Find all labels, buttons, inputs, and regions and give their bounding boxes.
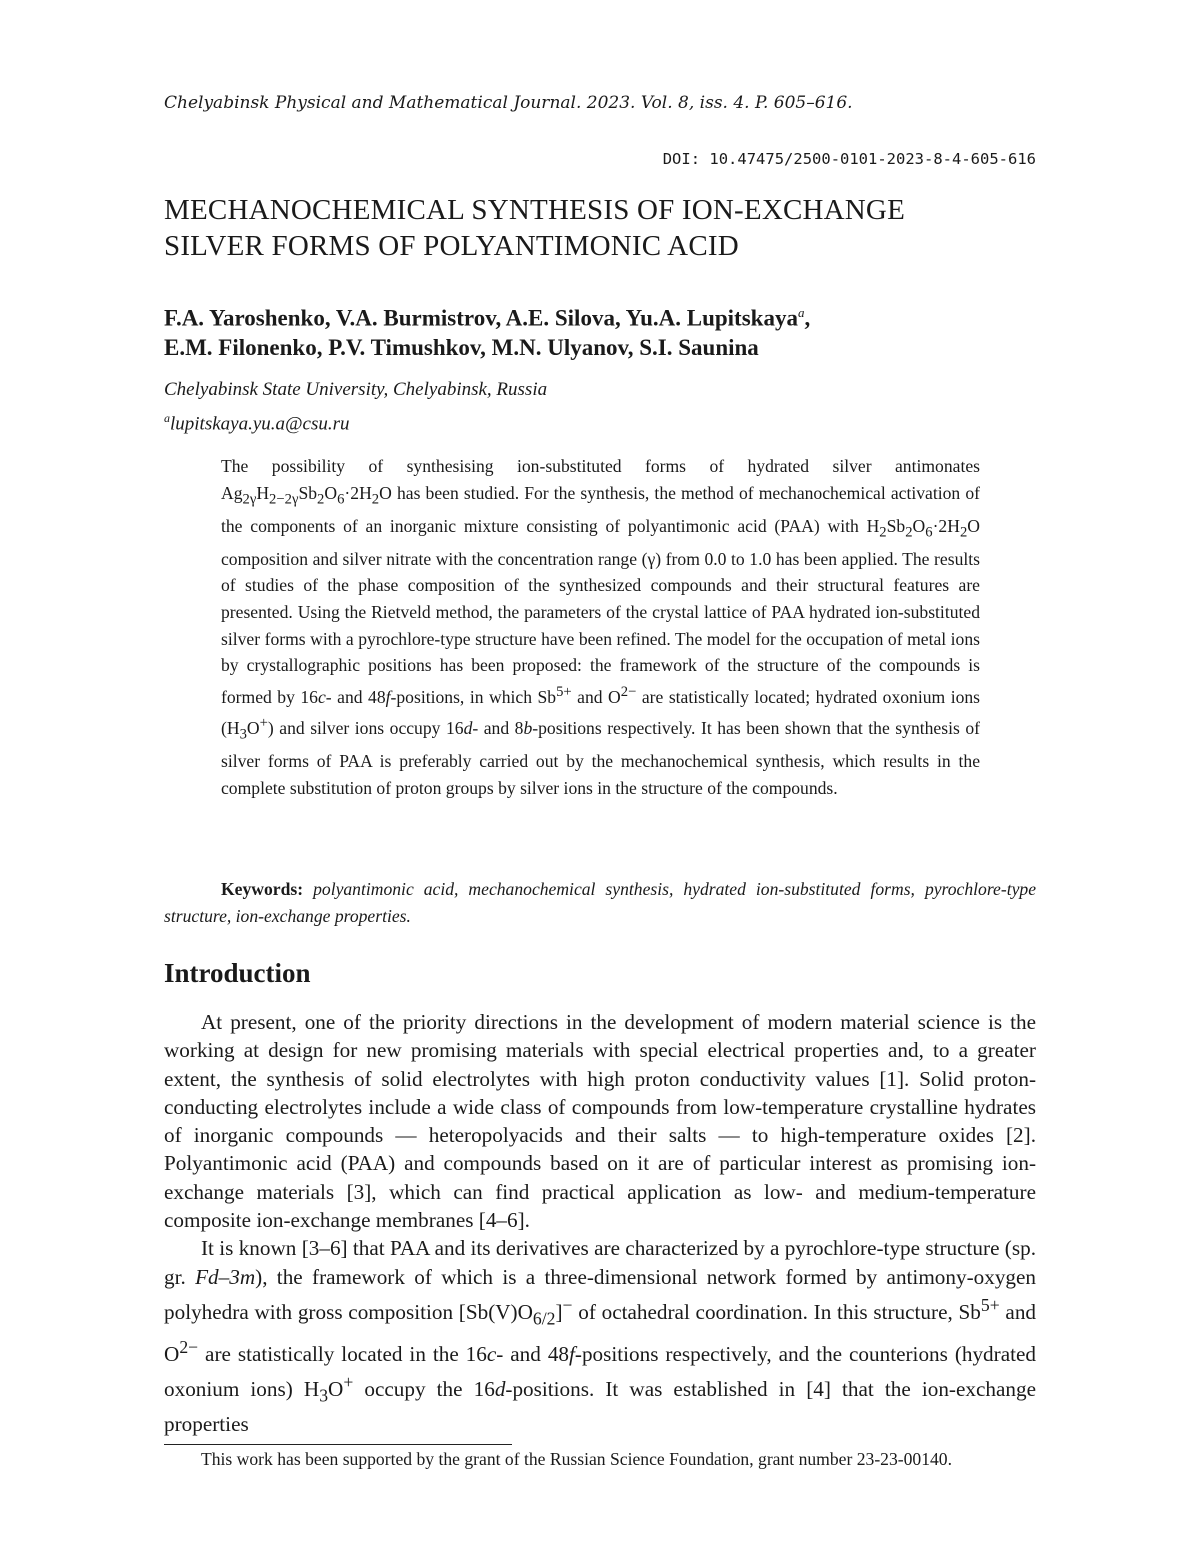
position-label: d [464, 718, 473, 738]
paragraph-text: are statistically located in the 16 [198, 1342, 487, 1366]
keywords [164, 876, 1036, 930]
charge-sup: 2− [621, 684, 637, 700]
position-label: f [386, 687, 391, 707]
abstract-text: and O [572, 687, 621, 707]
formula-part: H [867, 516, 880, 536]
abstract-text: has been studied. For the synthesis, the method of mechanochemical activation of the components of an inorganic mixture consisting of polyantimonic acid (PAA) with [221, 483, 980, 536]
abstract-text: O [247, 718, 260, 738]
introduction-body [164, 1008, 1036, 1438]
footnote: This work has been supported by the grant of the Russian Science Foundation, grant number 23-23-00140. [164, 1448, 1036, 1471]
footnote-divider [164, 1444, 512, 1445]
formula-sub: 3 [240, 727, 247, 743]
formula-sub: 6/2 [533, 1308, 556, 1328]
keywords-text: polyantimonic acid, mechanochemical synthesis, hydrated ion-substituted forms, pyrochlore-type structure, ion-exchange properties. [164, 879, 1036, 926]
formula-part: ·2H [344, 483, 371, 503]
author-list [164, 298, 1044, 362]
paragraph-text: - and 48 [496, 1342, 569, 1366]
email-mark: a [164, 411, 170, 425]
title-line-1: MECHANOCHEMICAL SYNTHESIS OF ION-EXCHANGE [164, 192, 1044, 228]
formula-sub: 2 [317, 491, 324, 507]
abstract-text: - and 48 [326, 687, 386, 707]
formula-sub: 2 [879, 524, 886, 540]
paragraph-text: ), the framework of which is a three-dimensional network formed by antimony-oxygen polyhedra with gross composition [Sb(V)O [164, 1265, 1036, 1324]
abstract-text: -positions respectively. It has been shown that the synthesis of silver forms of PAA is preferably carried out by the mechanochemical synthesis, which results in the complete substitution of proton groups by silver ions in the structure of the compounds. [221, 718, 980, 798]
paragraph-text: O [328, 1377, 343, 1401]
position-label: c [487, 1342, 496, 1366]
formula-part: O [967, 516, 980, 536]
paragraph-text: -positions. It was established in [4] that the ion-exchange properties [164, 1377, 1036, 1436]
section-heading-introduction: Introduction [164, 958, 311, 989]
charge-sup: 5+ [981, 1295, 1000, 1315]
charge-sup: + [343, 1372, 353, 1392]
abstract [221, 453, 980, 801]
paragraph-text: of octahedral coordination. In this structure, Sb [573, 1300, 981, 1324]
paragraph-1: At present, one of the priority directions in the development of modern material science is the working at design for new promising materials with special electrical properties and, to a greater extent, the synthesis of solid electrolytes with high proton conductivity values [1]. Solid proton-conducting electrolytes include a wide class of compounds from low-temperature crystalline hydrates of inorganic compounds — heteropolyacids and their salts — to high-temperature oxides [2]. Polyantimonic acid (PAA) and compounds based on it are of particular interest as promising ion-exchange materials [3], which can find practical application as low- and medium-temperature composite ion-exchange membranes [4–6]. [164, 1008, 1036, 1234]
paragraph-text: ] [555, 1300, 562, 1324]
formula-part: Sb [298, 483, 317, 503]
formula-sub: 6 [925, 524, 932, 540]
abstract-text: The possibility of synthesising ion-substituted forms of hydrated silver antimonates [221, 456, 980, 476]
formula-sub: 2γ [243, 491, 257, 507]
abstract-text: - and 8 [472, 718, 523, 738]
keywords-label: Keywords: [221, 879, 303, 899]
formula-sub: 2 [960, 524, 967, 540]
abstract-text: composition and silver nitrate with the concentration range (γ) from 0.0 to 1.0 has been applied. The results of studies of the phase composition of the synthesized compounds and their structural features are presented. Using the Rietveld method, the parameters of the crystal lattice of PAA hydrated ion-substituted silver forms with a pyrochlore-type structure have been refined. The model for the occupation of metal ions by crystallographic positions has been proposed: the framework of the structure of the compounds is formed by 16 [221, 549, 980, 707]
authors-line-1-text: F.A. Yaroshenko, V.A. Burmistrov, A.E. Silova, Yu.A. Lupitskaya [164, 306, 798, 331]
charge-sup: 2− [179, 1337, 198, 1357]
formula-part: ·2H [933, 516, 960, 536]
title-line-2: SILVER FORMS OF POLYANTIMONIC ACID [164, 228, 1044, 264]
paragraph-text: -positions respectively, and the counterions (hydrated oxonium ions) H [164, 1342, 1036, 1401]
formula-part: Sb [887, 516, 906, 536]
charge-sup: 5+ [556, 684, 572, 700]
email-line [164, 404, 547, 438]
abstract-text: are statistically located; hydrated oxonium ions (H [221, 687, 980, 738]
formula-part: O [379, 483, 392, 503]
institution: Chelyabinsk State University, Chelyabinsk, Russia [164, 376, 547, 404]
position-label: f [569, 1342, 575, 1366]
position-label: c [318, 687, 326, 707]
paper-page [0, 0, 1200, 1553]
paragraph-text: and O [164, 1300, 1036, 1366]
formula-sub: 6 [337, 491, 344, 507]
formula-part: O [324, 483, 337, 503]
abstract-text: -positions, in which Sb [391, 687, 557, 707]
formula-part: Ag [221, 483, 243, 503]
journal-citation: Chelyabinsk Physical and Mathematical Journal. 2023. Vol. 8, iss. 4. P. 605–616. [164, 93, 853, 113]
formula-sub: 2 [372, 491, 379, 507]
formula-part: O [913, 516, 926, 536]
formula-sub: 3 [319, 1385, 328, 1405]
authors-line-1-end: , [804, 306, 810, 331]
authors-line-1 [164, 298, 1044, 333]
paragraph-text: occupy the 16 [353, 1377, 495, 1401]
paragraph-2 [164, 1234, 1036, 1437]
doi[interactable]: DOI: 10.47475/2500-0101-2023-8-4-605-616 [663, 150, 1036, 168]
formula-sub: 2−2γ [269, 491, 298, 507]
charge-sup: + [260, 715, 268, 731]
authors-line-2: E.M. Filonenko, P.V. Timushkov, M.N. Ulyanov, S.I. Saunina [164, 333, 1044, 362]
affiliation [164, 376, 547, 438]
paragraph-text: It is known [3–6] that PAA and its derivatives are characterized by a pyrochlore-type structure (sp. gr. [164, 1236, 1036, 1288]
formula-part: H [256, 483, 269, 503]
email-link[interactable]: lupitskaya.yu.a@csu.ru [170, 413, 349, 434]
space-group: Fd–3m [195, 1265, 255, 1289]
paper-title [164, 192, 1044, 264]
author-affil-mark: a [798, 305, 805, 320]
position-label: b [523, 718, 532, 738]
formula-silver-antimonate [221, 483, 392, 503]
position-label: d [495, 1377, 506, 1401]
formula-sub: 2 [905, 524, 912, 540]
abstract-text: ) and silver ions occupy 16 [268, 718, 464, 738]
charge-sup: − [563, 1295, 573, 1315]
formula-paa [867, 516, 980, 536]
